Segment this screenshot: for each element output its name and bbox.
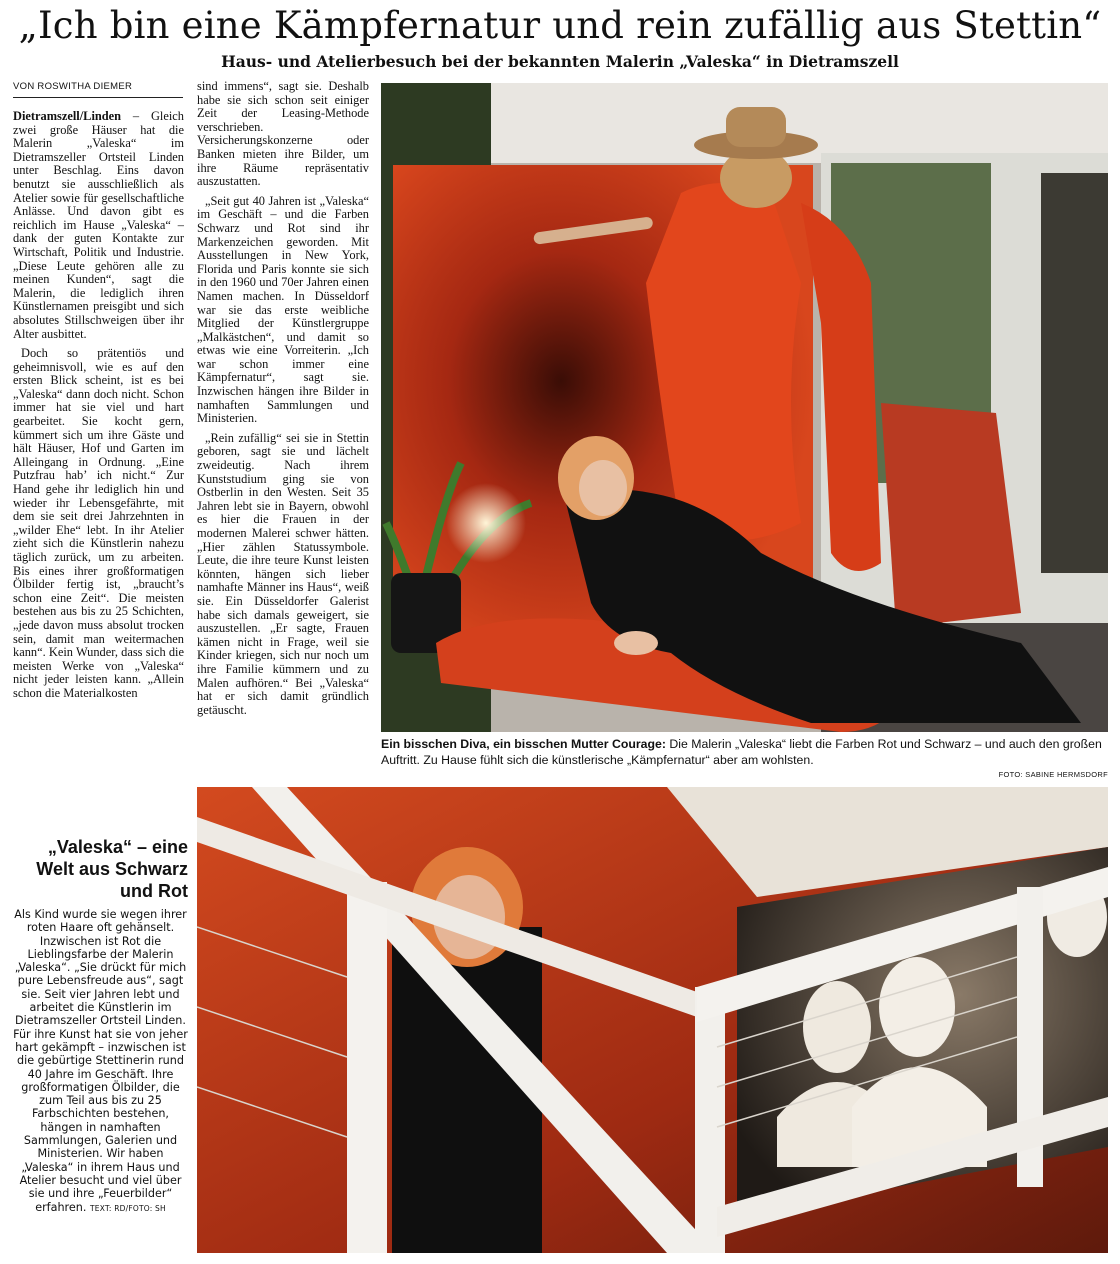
- article-column-2: [197, 80, 369, 766]
- caption-lead: Ein bisschen Diva, ein bisschen Mutter Courage:: [381, 737, 666, 751]
- paragraph: [13, 110, 184, 341]
- sidebar-source: TEXT: RD/FOTO: SH: [90, 1203, 166, 1213]
- paragraph: sind immens“, sagt sie. Deshalb habe sie sich schon seit einiger Zeit der Leasing-Methode verschrieben. Versicherungskonzerne oder Banken mieten ihre Bilder, um ihre Räume repräsentativ auszustatten.: [197, 80, 369, 189]
- paragraph: Doch so prätentiös und geheimnisvoll, wie es auf den ersten Blick scheint, ist es bei „Valeska“ dann doch nicht. Schon immer hat sie viel und hart gearbeitet. Sie kocht gern, kümmert sich um ihre Gäste und hält Häuser, Hof und Garten im Alleingang in Ordnung. „Eine Putzfrau hab’ ich nicht.“ Zur Hand gehe ihr lediglich hin und wieder ihr Lebensgefährte, mit dem sie seit drei Jahrzehnten in „wilder Ehe“ lebt. In ihr Atelier zieht sich die Künstlerin nahezu täglich zurück, um zu arbeiten. Bis eines ihrer großformatigen Ölbilder fertig ist, „braucht’s schon eine Zeit“. Die meisten bestehen aus bis zu 25 Schichten, „jede davon muss absolut trocken sein, damit man weitermachen kann“. Kein Wunder, dass sich die meisten Werke von „Valeska“ nicht jeder leisten kann. „Allein schon die Materialkosten: [13, 346, 184, 700]
- article-headline: „Ich bin eine Kämpfernatur und rein zufällig aus Stettin“: [18, 4, 1102, 47]
- article-subheadline: Haus- und Atelierbesuch bei der bekannten Malerin „Valeska“ in Dietramszell: [221, 52, 899, 71]
- paragraph-text: Gleich zwei große Häuser hat die Malerin „Valeska“ im Dietramszeller Ortsteil Linden unter Beschlag. Eins davon benutzt sie ausschließlich als Atelier sowie für gesellschaftliche Anlässe. Und davon gibt es reichlich im Hause „Valeska“ – dank der guten Kontakte zur Wirtschaft, Politik und Industrie. „Diese Leute gehören alle zu meinen Kunden“, sagt die Malerin, die lediglich ihren Künstlernamen preisgibt und sich absolutes Stillschweigen über ihr Alter ausbittet.: [13, 110, 184, 341]
- photo-painter-reclining: [381, 83, 1108, 732]
- byline: VON ROSWITHA DIEMER: [13, 80, 183, 98]
- photo-credit: FOTO: SABINE HERMSDORF: [998, 770, 1108, 779]
- sidebar-headline: „Valeska“ – eine Welt aus Schwarz und Rot: [36, 837, 188, 901]
- photo-painter-staircase: [197, 787, 1108, 1253]
- dateline-dash: –: [121, 110, 151, 123]
- dateline: Dietramszell/Linden: [13, 110, 122, 123]
- sidebar-text: [13, 908, 188, 1215]
- sidebar-body: Als Kind wurde sie wegen ihrer roten Haare oft gehänselt. Inzwischen ist Rot die Lieblingsfarbe der Malerin „Valeska“. „Sie drückt für mich pure Lebensfreude aus“, sagt sie. Seit vier Jahren lebt und arbeitet die Künstlerin im Dietramszeller Ortsteil Linden. Für ihre Kunst hat sie von jeher hart gekämpft – inzwischen ist die gebürtige Stettinerin rund 40 Jahre im Geschäft. Ihre großformatigen Ölbilder, die zum Teil aus bis zu 25 Farbschichten bestehen, hängen in namhaften Sammlungen, Galerien und Ministerien. Wir haben „Valeska“ in ihrem Haus und Atelier besucht und viel über sie und ihre „Feuerbilder“ erfahren.: [13, 908, 188, 1214]
- paragraph: „Rein zufällig“ sei sie in Stettin geboren, sagt sie und lächelt zweideutig. Nach ihrem Kunststudium ging sie von Ostberlin in den Westen. Seit 35 Jahren lebt sie in Bayern, obwohl es hier die Frauen in der modernen Malerei schwer hätten. „Hier zählen Statussymbole. Leute, die ihre teure Kunst leisten könnten, hängen sich lieber namhafte Männer ins Haus“, weiß sie. Ein Düsseldorfer Galerist habe sich damals geweigert, sie auszustellen. „Er sagte, Frauen kämen nicht in Frage, weil sie Kinder kriegen, sich nur noch um ihre Familie kümmern und zu Malen aufhören.“ Bei „Valeska“ hat er sich damit gründlich getäuscht.: [197, 430, 369, 717]
- caption-text: Die Malerin „Valeska“ liebt die Farben Rot und Schwarz – und auch den großen Auftritt. Zu Hause fühlt sich die künstlerische „Kämpfernatur“ aber am wohlsten.: [381, 737, 1102, 767]
- paragraph: „Seit gut 40 Jahren ist „Valeska“ im Geschäft – und die Farben Schwarz und Rot sind ihr Markenzeichen geworden. Mit Ausstellungen in New York, Florida und Paris konnte sie sich in den 1960 und 70er Jahren einen Namen machen. In Düsseldorf war sie das erste weibliche Mitglied der Künstlergruppe „Malkästchen“, und damit so etwas wie eine Vorreiterin. „Ich war schon immer eine Kämpfernatur“, sagt sie. Inzwischen hängen ihre Bilder in namhaften Sammlungen und Ministerien.: [197, 193, 369, 426]
- article-column-1: [13, 110, 184, 765]
- painter-figure: [392, 927, 542, 1253]
- photo-illustration: [197, 787, 1108, 1253]
- photo-caption: [381, 736, 1108, 768]
- photo-illustration: [381, 83, 1108, 732]
